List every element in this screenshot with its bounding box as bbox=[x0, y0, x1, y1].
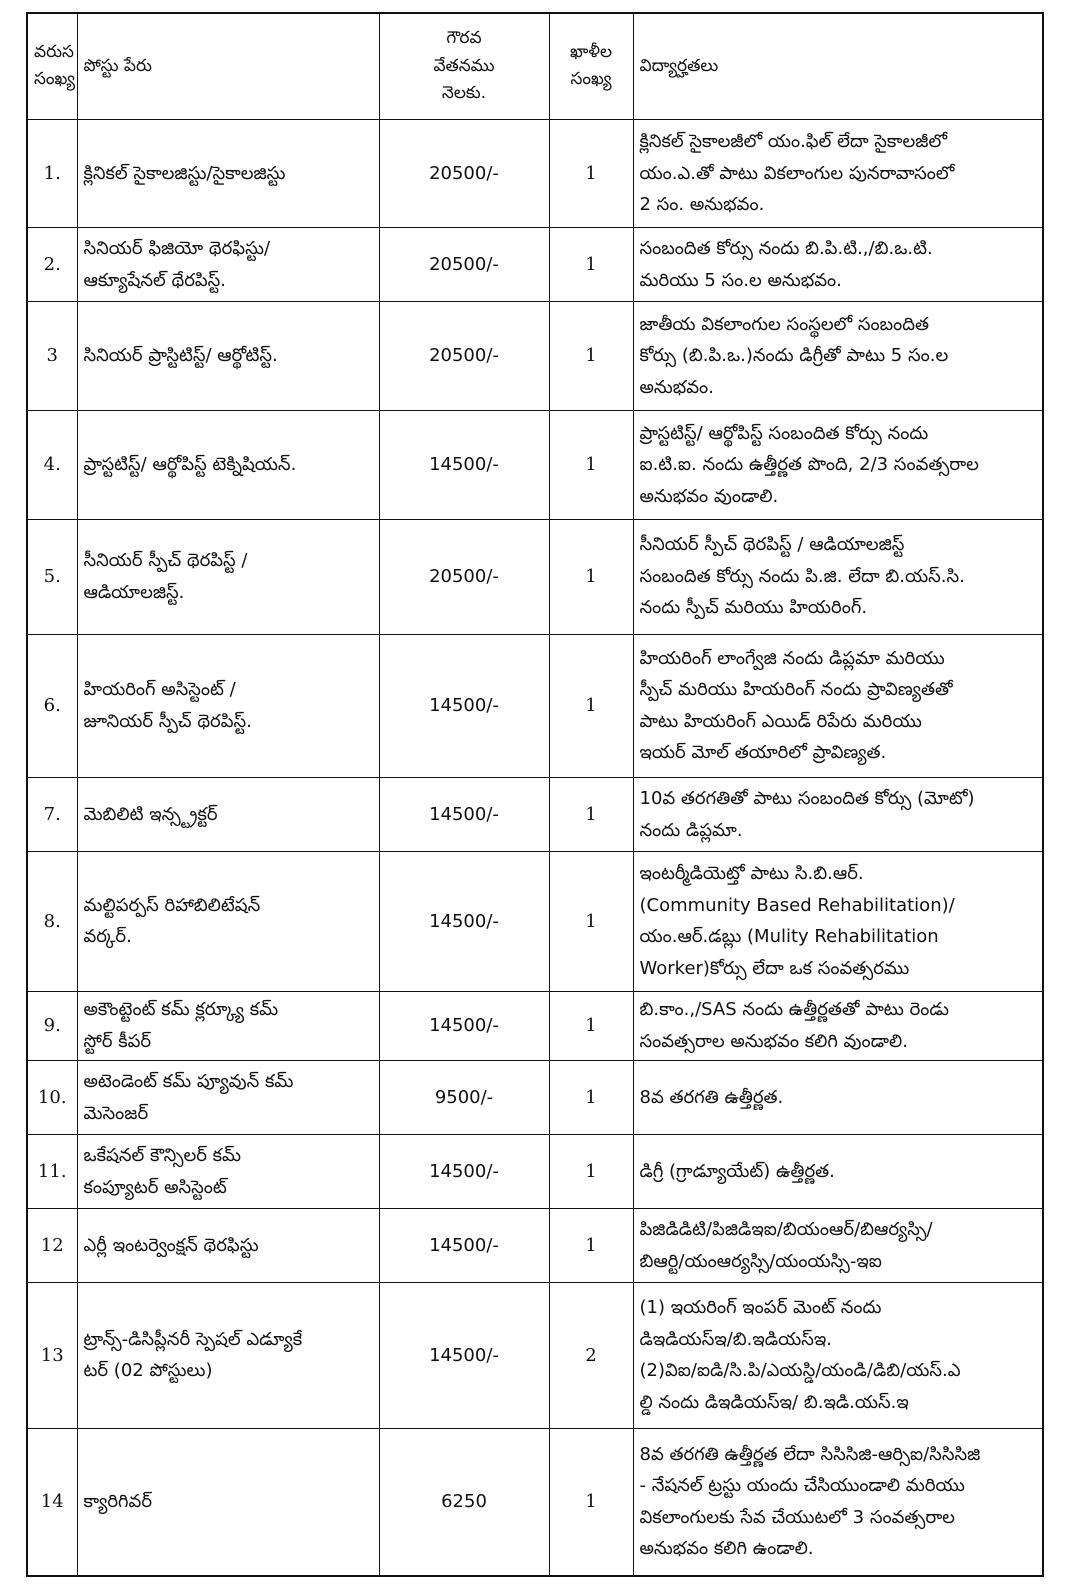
table-row bbox=[27, 119, 1043, 228]
table-row bbox=[27, 519, 1043, 634]
qualification-cell: 8వ తరగతి ఉత్తీర్ణత. bbox=[633, 1061, 1043, 1135]
qualification-cell: ప్రాస్టటిస్ట్/ ఆర్థోపిస్ట్ సంబందిత కోర్సు నందు ఐ.టి.ఐ. నందు ఉత్తీర్ణత పొంది, 2/3 సంవత్సరాల అనుభవం వుండాలి. bbox=[633, 410, 1043, 519]
vacancies-cell: 1 bbox=[549, 410, 633, 519]
honorarium-cell: 20500/- bbox=[379, 519, 549, 634]
table-row bbox=[27, 1061, 1043, 1135]
post-name-cell: మెబిలిటి ఇన్స్ట్రక్టర్ bbox=[77, 778, 379, 852]
table-row bbox=[27, 1282, 1043, 1428]
qualification-cell: 10వ తరగతితో పాటు సంబందిత కోర్సు (మోటో) నందు డిప్లమా. bbox=[633, 778, 1043, 852]
post-name-cell: హియరింగ్ అసిస్టెంట్ / జూనియర్ స్పీచ్ థెరపిస్ట్. bbox=[77, 634, 379, 778]
vacancies-cell: 2 bbox=[549, 1282, 633, 1428]
post-name-cell: అటెండెంట్ కమ్ ప్యూవున్ కమ్ మెసెంజర్ bbox=[77, 1061, 379, 1135]
table-row bbox=[27, 991, 1043, 1061]
post-name-cell: ట్రాన్స్-డిసిప్లీనరీ స్పెషల్ ఎడ్యూకే టర్ (02 పోస్టులు) bbox=[77, 1282, 379, 1428]
qualification-cell: సంబందిత కోర్సు నందు బి.పి.టి.,/బి.ఒ.టి. మరియు 5 సం.ల అనుభవం. bbox=[633, 228, 1043, 302]
serial-number-cell: 9. bbox=[27, 991, 77, 1061]
post-name-cell: క్యారిగివర్ bbox=[77, 1428, 379, 1576]
qualification-cell: 8వ తరగతి ఉత్తీర్ణత లేదా సిసిసిజి-ఆర్సిఐ/సిసిసిజి - నేషనల్ ట్రస్టు యందు చేసియుండాలి మరియు వికలాంగులకు సేవ చేయుటలో 3 సంవత్సరాల అనుభవం కలిగి ఉండాలి. bbox=[633, 1428, 1043, 1576]
vacancies-cell: 1 bbox=[549, 1135, 633, 1209]
vacancies-cell: 1 bbox=[549, 519, 633, 634]
vacancies-cell: 1 bbox=[549, 852, 633, 992]
table-row bbox=[27, 634, 1043, 778]
post-name-cell: అకౌంట్టెంట్ కమ్ క్లర్క్యూ కమ్ స్టోర్ కీపర్ bbox=[77, 991, 379, 1061]
serial-number-cell: 3 bbox=[27, 302, 77, 411]
honorarium-cell: 9500/- bbox=[379, 1061, 549, 1135]
serial-number-cell: 1. bbox=[27, 119, 77, 228]
qualification-cell: జాతీయ వికలాంగుల సంస్థలలో సంబందిత కోర్సు (బి.పి.ఒ.)నందు డిగ్రీతో పాటు 5 సం.ల అనుభవం. bbox=[633, 302, 1043, 411]
honorarium-cell: 14500/- bbox=[379, 1282, 549, 1428]
table-row bbox=[27, 228, 1043, 302]
serial-number-cell: 10. bbox=[27, 1061, 77, 1135]
honorarium-cell: 20500/- bbox=[379, 228, 549, 302]
serial-number-cell: 13 bbox=[27, 1282, 77, 1428]
serial-number-cell: 6. bbox=[27, 634, 77, 778]
serial-number-cell: 14 bbox=[27, 1428, 77, 1576]
honorarium-cell: 14500/- bbox=[379, 634, 549, 778]
honorarium-cell: 14500/- bbox=[379, 410, 549, 519]
header-qualifications: విద్యార్హతలు bbox=[633, 13, 1043, 119]
posts-table bbox=[26, 12, 1044, 1577]
honorarium-cell: 14500/- bbox=[379, 1209, 549, 1283]
qualification-cell: పిజిడిడిటి/పిజిడిఇఐ/బియంఆర్/బిఆర్యస్సి/ బిఆర్టి/యంఆర్యస్సి/యంయస్సి-ఇఐ bbox=[633, 1209, 1043, 1283]
vacancies-cell: 1 bbox=[549, 302, 633, 411]
post-name-cell: సినియర్ ప్రాస్టిటిస్ట్/ ఆర్థోటిస్ట్. bbox=[77, 302, 379, 411]
qualification-cell: బి.కాం.,/SAS నందు ఉత్తీర్ణతతో పాటు రెండు సంవత్సరాల అనుభవం కలిగి వుండాలి. bbox=[633, 991, 1043, 1061]
vacancies-cell: 1 bbox=[549, 1428, 633, 1576]
table-row bbox=[27, 1209, 1043, 1283]
table-body bbox=[27, 119, 1043, 1576]
honorarium-cell: 14500/- bbox=[379, 778, 549, 852]
serial-number-cell: 7. bbox=[27, 778, 77, 852]
header-serial-number: వరుస సంఖ్య bbox=[27, 13, 77, 119]
vacancies-cell: 1 bbox=[549, 119, 633, 228]
table-row bbox=[27, 1135, 1043, 1209]
table-row bbox=[27, 410, 1043, 519]
table-row bbox=[27, 778, 1043, 852]
honorarium-cell: 6250 bbox=[379, 1428, 549, 1576]
qualification-cell: క్లినికల్ సైకాలజీలో యం.ఫిల్ లేదా సైకాలజీలో యం.ఎ.తో పాటు వికలాంగుల పునరావాసంలో 2 సం. అనుభవం. bbox=[633, 119, 1043, 228]
vacancies-cell: 1 bbox=[549, 634, 633, 778]
honorarium-cell: 14500/- bbox=[379, 991, 549, 1061]
header-vacancies: ఖాళీల సంఖ్య bbox=[549, 13, 633, 119]
honorarium-cell: 14500/- bbox=[379, 1135, 549, 1209]
header-honorarium: గౌరవ వేతనము నెలకు. bbox=[379, 13, 549, 119]
table-header bbox=[27, 13, 1043, 119]
qualification-cell: సీనియర్ స్పీచ్ థెరపిస్ట్ / ఆడియాలజిస్ట్ సంబందిత కోర్సు నందు పి.జి. లేదా బి.యస్.సి. నందు స్పీచ్ మరియు హియరింగ్. bbox=[633, 519, 1043, 634]
honorarium-cell: 20500/- bbox=[379, 119, 549, 228]
post-name-cell: సినియర్ ఫిజియో థెరఫిస్టు/ ఆక్యూషేనల్ థేరపిస్ట్. bbox=[77, 228, 379, 302]
header-post-name: పోస్టు పేరు bbox=[77, 13, 379, 119]
vacancies-cell: 1 bbox=[549, 778, 633, 852]
table-row bbox=[27, 852, 1043, 992]
qualification-cell: (1) ఇయరింగ్ ఇంపర్ మెంట్ నందు డిఇడియస్ఇ/బి.ఇడియస్ఇ. (2)విఐ/ఐడి/సి.పి/ఎయస్డి/యండి/డిబి/యస్.ఎ ల్డి నందు డిఇడియస్ఇ/ బి.ఇడి.యస్.ఇ bbox=[633, 1282, 1043, 1428]
serial-number-cell: 4. bbox=[27, 410, 77, 519]
post-name-cell: ఎర్లీ ఇంటర్వెంక్షన్ థెరఫిస్టు bbox=[77, 1209, 379, 1283]
serial-number-cell: 2. bbox=[27, 228, 77, 302]
post-name-cell: మల్టిపర్పస్ రిహాబిలిటేషన్ వర్కర్. bbox=[77, 852, 379, 992]
vacancies-cell: 1 bbox=[549, 1061, 633, 1135]
table-row bbox=[27, 302, 1043, 411]
vacancies-cell: 1 bbox=[549, 228, 633, 302]
serial-number-cell: 8. bbox=[27, 852, 77, 992]
serial-number-cell: 12 bbox=[27, 1209, 77, 1283]
vacancies-cell: 1 bbox=[549, 1209, 633, 1283]
header-row bbox=[27, 13, 1043, 119]
vacancies-cell: 1 bbox=[549, 991, 633, 1061]
serial-number-cell: 5. bbox=[27, 519, 77, 634]
honorarium-cell: 14500/- bbox=[379, 852, 549, 992]
post-name-cell: క్లినికల్ సైకాలజిస్టు/సైకాలజిస్టు bbox=[77, 119, 379, 228]
serial-number-cell: 11. bbox=[27, 1135, 77, 1209]
post-name-cell: ప్రాస్టటిస్ట్/ ఆర్థోపిస్ట్ టెక్నిషియన్. bbox=[77, 410, 379, 519]
table-row bbox=[27, 1428, 1043, 1576]
qualification-cell: డిగ్రీ (గ్రాడ్యూయేట్) ఉత్తీర్ణత. bbox=[633, 1135, 1043, 1209]
post-name-cell: ఒకేషనల్ కౌన్సిలర్ కమ్ కంప్యూటర్ అసిస్టెంట్ bbox=[77, 1135, 379, 1209]
qualification-cell: ఇంటర్మీడియెట్తో పాటు సి.బి.ఆర్. (Community Based Rehabilitation)/ యం.ఆర్.డబ్లు (Mulity Rehabilitation Worker)కోర్సు లేదా ఒక సంవత్సరము bbox=[633, 852, 1043, 992]
qualification-cell: హియరింగ్ లాంగ్వేజి నందు డిప్లమా మరియు స్పీచ్ మరియు హియరింగ్ నందు ప్రావిణ్యతతో పాటు హియరింగ్ ఎయిడ్ రిపేరు మరియు ఇయర్ మోల్ తయారిలో ప్రావిణ్యత. bbox=[633, 634, 1043, 778]
post-name-cell: సీనియర్ స్పీచ్ థెరపిస్ట్ / ఆడియాలజిస్ట్. bbox=[77, 519, 379, 634]
honorarium-cell: 20500/- bbox=[379, 302, 549, 411]
